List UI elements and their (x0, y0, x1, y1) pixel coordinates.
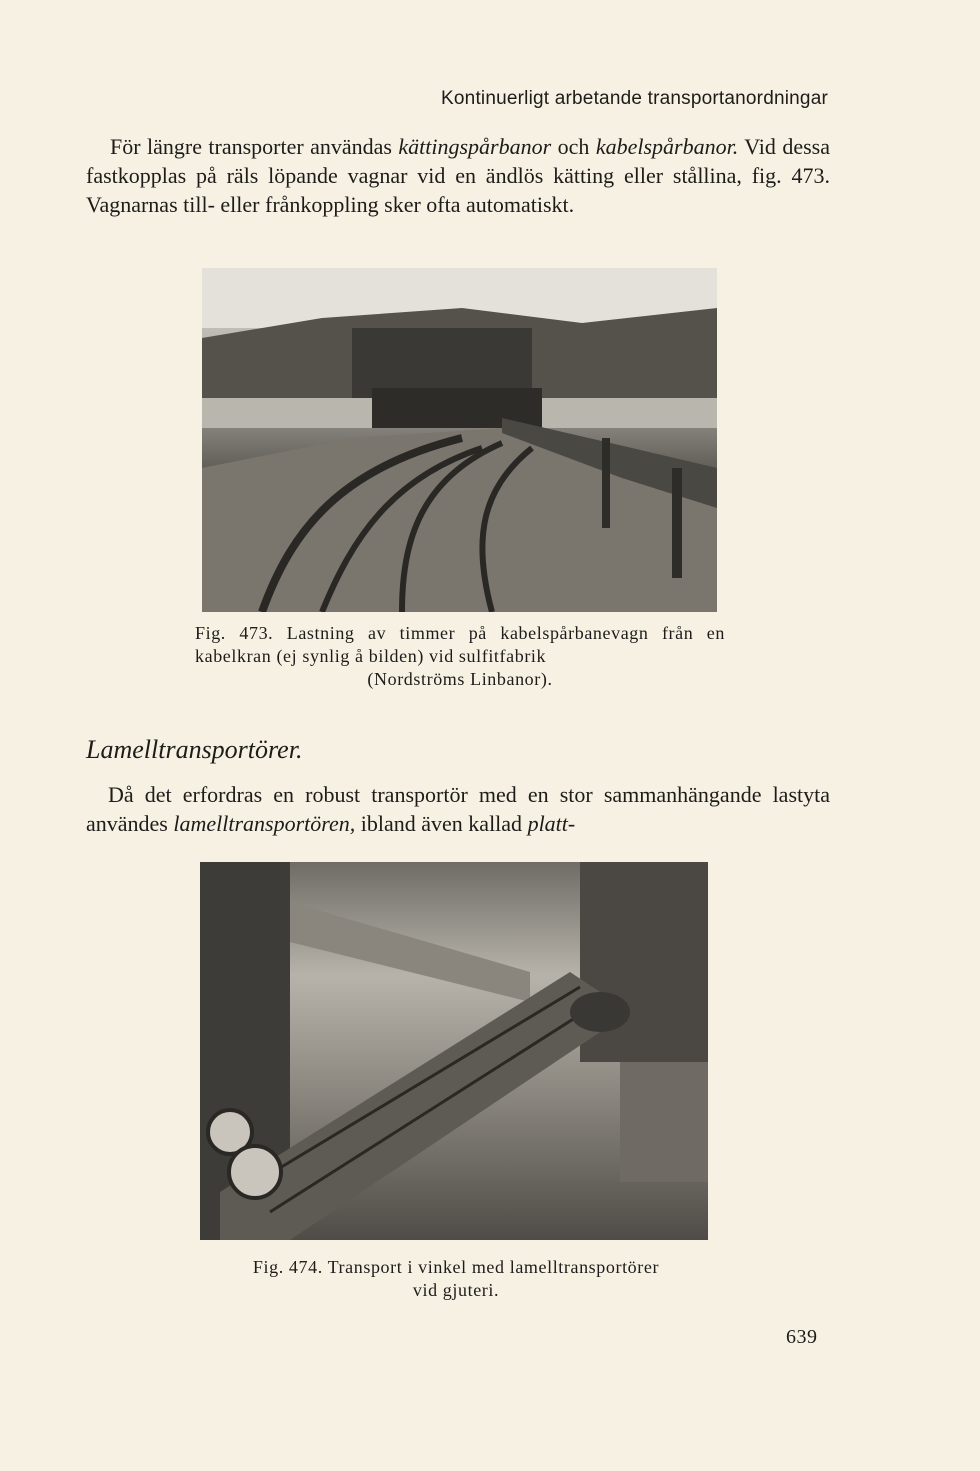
term-lamelltransportoren: lamelltransportören, (173, 811, 356, 836)
paragraph-2-text-a: Då det erfordras en robust transportör med en stor sammanhängande lastyta användes (86, 782, 830, 836)
figure-474-photo (200, 862, 708, 1240)
figure-473-caption-main: Fig. 473. Lastning av timmer på kabelspårbanevagn från en kabelkran (ej synlig å bilden) vid sulfitfabrik (195, 623, 725, 666)
figure-474-caption-line-2: vid gjuteri. (412, 1280, 500, 1300)
term-kabelsparbanor: kabelspårbanor. (595, 134, 739, 159)
paragraph-1-text-a: För längre transporter användas (110, 134, 399, 159)
term-platt: platt- (527, 811, 576, 836)
page-number: 639 (786, 1326, 818, 1348)
paragraph-2 (86, 780, 830, 838)
figure-474-caption-line-1: Fig. 474. Transport i vinkel med lamelltransportörer (252, 1257, 660, 1277)
section-title: Lamelltransportörer. (86, 735, 303, 764)
figure-473-caption-credit: (Nordströms Linbanor). (367, 669, 553, 689)
paragraph-1-text-c: Vid dessa fastkopplas på räls löpande vagnar vid en ändlös kätting eller stållina, fig. 473. Vagnarnas till- eller frånkoppling sker ofta automatiskt. (86, 134, 830, 217)
figure-474-caption (196, 1256, 716, 1302)
paragraph-2-text-b: ibland även kallad (355, 811, 528, 836)
figure-474-illustration (200, 862, 708, 1240)
running-head: Kontinuerligt arbetande transportanordningar (441, 88, 828, 109)
paragraph-1 (86, 132, 830, 219)
figure-473-photo (202, 268, 717, 612)
paragraph-1-text-b: och (551, 134, 596, 159)
figure-473-illustration (202, 268, 717, 612)
figure-473-caption (195, 622, 725, 691)
term-kattingsparbanor: kättingspårbanor (398, 134, 552, 159)
